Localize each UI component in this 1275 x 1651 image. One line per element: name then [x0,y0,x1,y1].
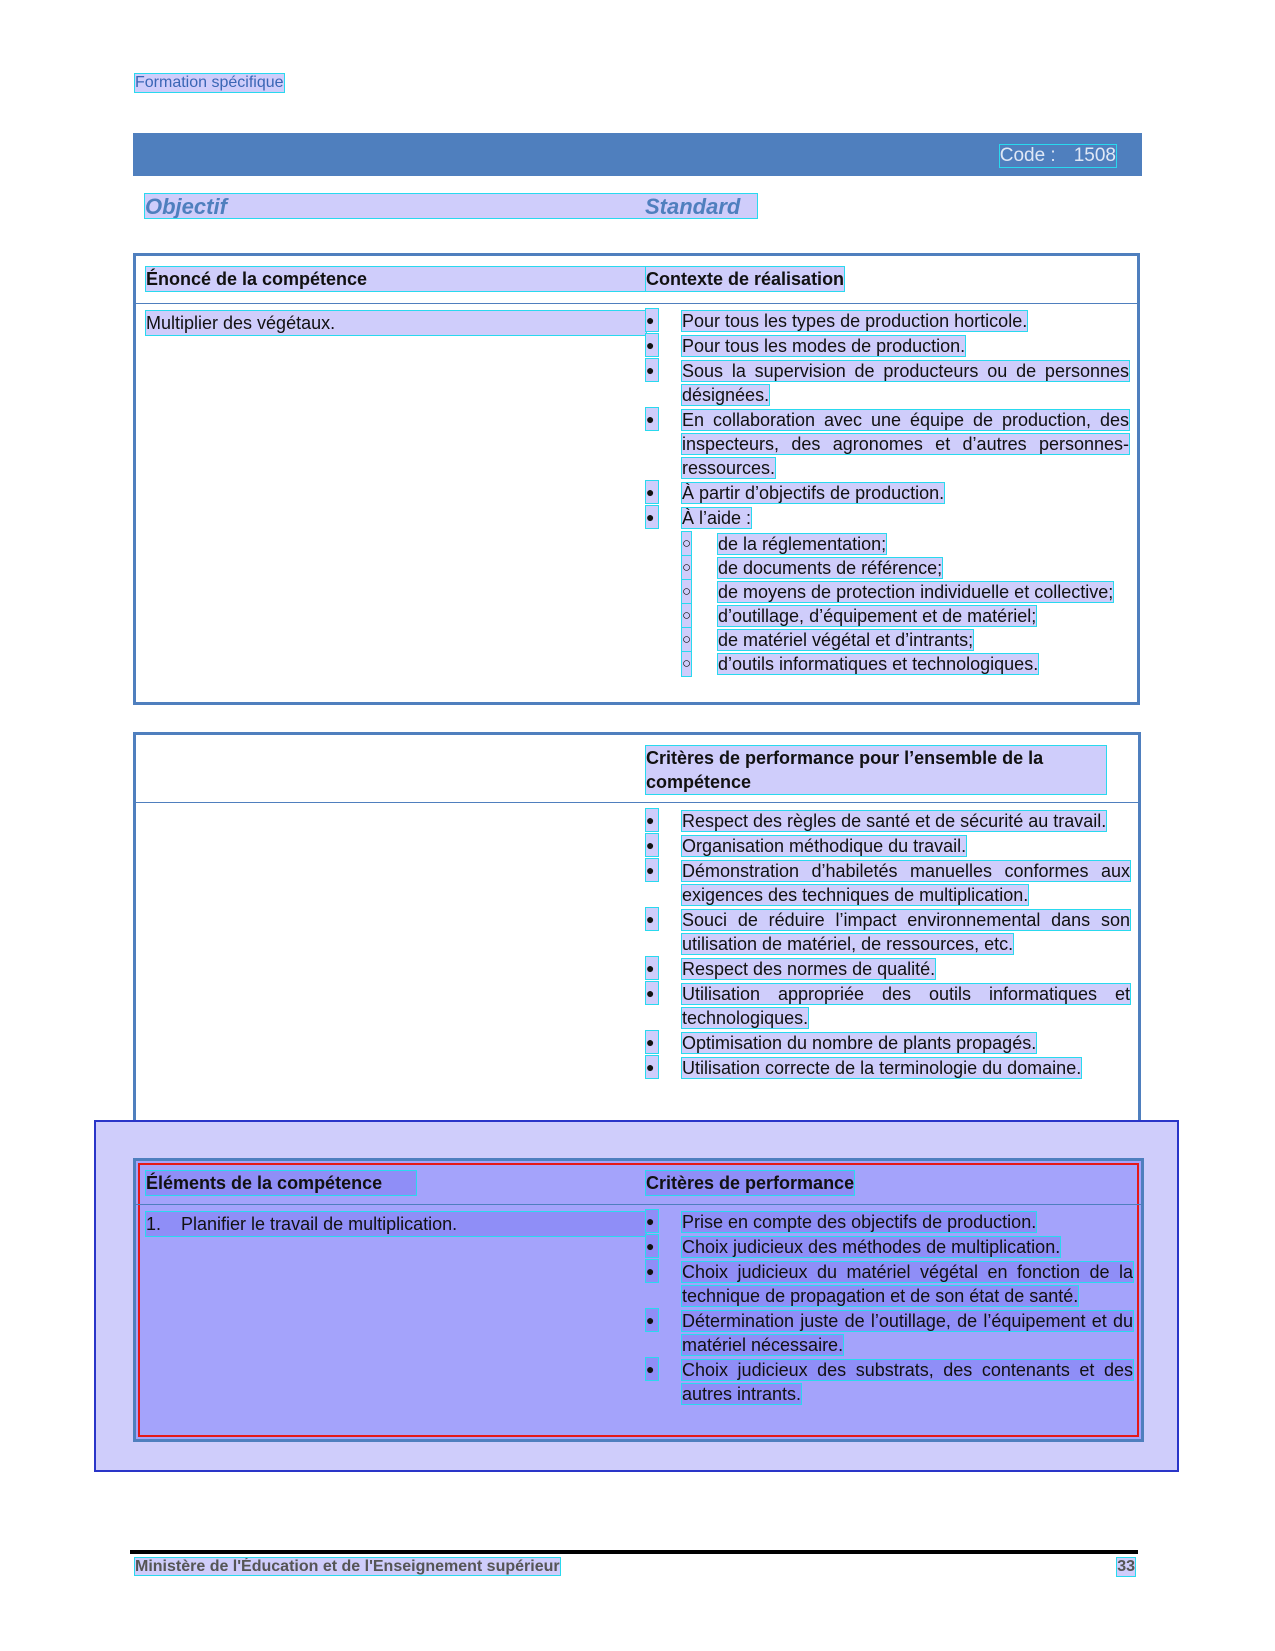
global-criteria-header-row [136,735,1138,803]
elements-table [133,1158,1144,1442]
context-item [646,359,1129,407]
element-criterion-text: Détermination juste de l’outillage, de l’équipement et du matériel nécessaire. [682,1311,1133,1355]
aide-item-text: de documents de référence; [718,558,943,578]
global-criterion [646,957,1130,981]
context-item [646,408,1129,480]
aide-item [682,556,1129,580]
context-item [646,309,1129,333]
bullet-icon: ● [646,334,658,356]
global-criterion [646,809,1130,833]
elements-table-header [136,1161,1141,1205]
element-criterion [646,1260,1133,1308]
aide-item [682,580,1129,604]
global-criteria-table [133,732,1141,1133]
title-bar [133,133,1142,176]
section-title: Formation spécifique [135,74,284,91]
context-item-text: Pour tous les types de production horticole. [682,311,1028,331]
bullet-icon: ● [646,859,658,881]
global-criterion-text: Respect des règles de santé et de sécurité au travail. [682,811,1107,831]
bullet-icon: ● [646,1260,658,1282]
aide-item-text: de la réglementation; [718,534,887,554]
element-criterion-text: Choix judicieux des méthodes de multiplication. [682,1237,1061,1257]
bullet-icon: ● [646,957,658,979]
code-label: Code : [999,145,1056,166]
context-item [646,481,1129,505]
global-criterion [646,834,1130,858]
bullet-icon: ● [646,359,658,381]
element-criterion [646,1309,1133,1357]
bullet-icon: ● [646,809,658,831]
circle-bullet-icon: ○ [682,556,691,580]
global-criterion-text: Optimisation du nombre de plants propagés. [682,1033,1037,1053]
objective-standard-row [145,194,757,218]
context-item-text: Pour tous les modes de production. [682,336,966,356]
bullet-icon: ● [646,481,658,503]
objective-label: Objectif [145,194,227,219]
global-criteria-header: Critères de performance pour l’ensemble de la compétence [646,746,1106,794]
element-1 [146,1212,646,1236]
code-value: 1508 [1073,145,1116,166]
circle-bullet-icon: ○ [682,628,691,652]
bullet-icon: ● [646,1031,658,1053]
competence-table-header [136,256,1137,304]
global-criterion [646,859,1130,907]
element-number: 1. [146,1214,162,1234]
element-criterion-text: Prise en compte des objectifs de production. [682,1212,1037,1232]
element-criteria-list [646,1210,1133,1407]
circle-bullet-icon: ○ [682,532,691,556]
competence-statement: Multiplier des végétaux. [146,311,646,335]
element-text: Planifier le travail de multiplication. [181,1214,458,1234]
global-criterion-text: Organisation méthodique du travail. [682,836,967,856]
elements-header: Éléments de la compétence [146,1171,416,1195]
circle-bullet-icon: ○ [682,580,691,604]
global-criterion-text: Respect des normes de qualité. [682,959,936,979]
context-item-text: Sous la supervision de producteurs ou de personnes désignées. [682,361,1129,405]
element-criterion [646,1235,1133,1259]
aide-item-text: de moyens de protection individuelle et collective; [718,582,1114,602]
element-criterion [646,1210,1133,1234]
competence-table [133,253,1140,705]
global-criterion [646,1031,1130,1055]
context-item-text: À l’aide : [682,508,752,528]
context-item [646,506,1129,530]
aide-item-text: d’outils informatiques et technologiques. [718,654,1039,674]
bullet-icon: ● [646,908,658,930]
context-header: Contexte de réalisation [646,269,845,289]
aide-item-text: de matériel végétal et d’intrants; [718,630,974,650]
aide-item [682,652,1129,676]
context-item-text: À partir d’objectifs de production. [682,483,945,503]
footer-rule [130,1550,1138,1554]
standard-label: Standard [645,194,741,219]
element-criterion [646,1358,1133,1406]
bullet-icon: ● [646,1358,658,1380]
global-criterion-text: Utilisation correcte de la terminologie du domaine. [682,1058,1082,1078]
footer [135,1558,1135,1576]
global-criterion-text: Souci de réduire l’impact environnemental dans son utilisation de matériel, de ressources, etc. [682,910,1130,954]
global-criteria-list [646,809,1130,1081]
context-item [646,334,1129,358]
circle-bullet-icon: ○ [682,604,691,628]
bullet-icon: ● [646,982,658,1004]
global-criterion [646,1056,1130,1080]
program-code [1000,145,1116,167]
bullet-icon: ● [646,1309,658,1331]
global-criterion [646,982,1130,1030]
bullet-icon: ● [646,506,658,528]
aide-item [682,628,1129,652]
bullet-icon: ● [646,309,658,331]
ministry-name: Ministère de l'Éducation et de l'Enseignement supérieur [135,1558,560,1575]
global-criterion [646,908,1130,956]
aide-item-text: d’outillage, d’équipement et de matériel; [718,606,1037,626]
bullet-icon: ● [646,1210,658,1232]
bullet-icon: ● [646,1056,658,1078]
global-criterion-text: Démonstration d’habiletés manuelles conformes aux exigences des techniques de multiplication. [682,861,1130,905]
aide-item [682,604,1129,628]
statement-header: Énoncé de la compétence [146,267,646,291]
criteria-header: Critères de performance [646,1173,855,1193]
aide-item [682,532,1129,556]
bullet-icon: ● [646,834,658,856]
bullet-icon: ● [646,408,658,430]
element-criterion-text: Choix judicieux du matériel végétal en fonction de la technique de propagation et de son état de santé. [682,1262,1133,1306]
context-item-text: En collaboration avec une équipe de production, des inspecteurs, des agronomes et d’autres personnes-ressources. [682,410,1129,478]
page-number: 33 [1117,1558,1135,1575]
bullet-icon: ● [646,1235,658,1257]
global-criterion-text: Utilisation appropriée des outils informatiques et technologiques. [682,984,1130,1028]
element-criterion-text: Choix judicieux des substrats, des contenants et des autres intrants. [682,1360,1133,1404]
circle-bullet-icon: ○ [682,652,691,676]
context-list [646,309,1129,676]
